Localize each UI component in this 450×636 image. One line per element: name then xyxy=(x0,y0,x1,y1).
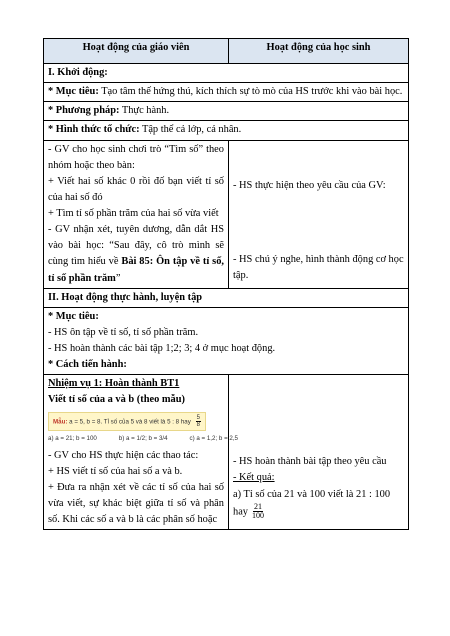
lesson-title: Bài 85: Ôn tập về tỉ số, tỉ số phần trăm xyxy=(48,256,224,284)
sample-text: a = 5, b = 8. Tỉ số của 5 và 8 viết là 5 : 8 hay xyxy=(69,417,191,425)
section2-title: II. Hoạt động thực hành, luyện tập xyxy=(44,288,409,307)
sample-parts xyxy=(48,434,238,444)
method-text: Thực hành. xyxy=(119,105,170,117)
game-line: + Viết hai số khác 0 rồi đố bạn viết tỉ số của hai số đó xyxy=(48,175,224,203)
teacher-column-header: Hoạt động của giáo viên xyxy=(44,39,229,64)
game-student-response: - HS thực hiện theo yêu cầu của GV: xyxy=(233,179,386,191)
result-text: a) Tỉ số của 21 và 100 viết là 21 : 100 hay $\frac{21}{100}$ xyxy=(233,488,391,521)
game-intro-text: - GV nhận xét, tuyên dương, dẫn dắt HS vào bài học: “Sau đây, cô trò mình sẽ cùng tìm hiểu về xyxy=(48,224,224,268)
sample-label: Mẫu: xyxy=(53,417,68,425)
goal-label: * Mục tiêu: xyxy=(48,86,99,98)
sample-box xyxy=(48,412,206,432)
game-student-cell xyxy=(229,140,409,288)
game-line: - GV cho học sinh chơi trò “Tìm số” theo nhóm hoặc theo bàn: xyxy=(48,143,224,171)
form-text: Tập thể cả lớp, cá nhân. xyxy=(139,124,242,136)
student-column-header: Hoạt động của học sinh xyxy=(229,39,409,64)
part-c: c) a = 1,2; b = 2,5 xyxy=(189,435,238,443)
lesson-title-close: ” xyxy=(115,272,121,284)
task1-line: - GV cho HS thực hiện các thao tác: xyxy=(48,449,199,461)
section1-form xyxy=(44,121,409,140)
form-label: * Hình thức tổ chức: xyxy=(48,124,140,136)
game-student-response: - HS chú ý nghe, hình thành động cơ học tập. xyxy=(233,253,404,281)
game-line: + Tìm tỉ số phần trăm của hai số vừa viết xyxy=(48,208,219,219)
game-row xyxy=(44,140,409,288)
section2-goal-label: * Mục tiêu: xyxy=(48,310,99,322)
task1-line: + HS viết tỉ số của hai số a và b. xyxy=(48,465,183,477)
goal-text: Tạo tâm thế hứng thú, kích thích sự tò mò của HS trước khi vào bài học. xyxy=(98,86,403,98)
sample-fraction: $\frac{5}{8}$ xyxy=(196,414,200,428)
section2-howto-label: * Cách tiến hành: xyxy=(48,359,127,371)
task1-line: + Đưa ra nhận xét về các tỉ số của hai số vừa viết, sự khác biệt giữa tỉ số và phân số. Khi các số a và b là các phân số hoặc xyxy=(48,481,224,526)
section1-title-row xyxy=(44,64,409,83)
task1-subtitle: Viết tỉ số của a và b (theo mẫu) xyxy=(48,394,185,406)
part-a: a) a = 21; b = 100 xyxy=(48,435,97,443)
section2-info xyxy=(44,307,409,375)
game-line xyxy=(48,222,224,287)
section2-goal-line: - HS ôn tập về tỉ số, tỉ số phần trăm. xyxy=(48,326,199,338)
header-row xyxy=(44,39,409,64)
part-b: b) a = 1/2; b = 3/4 xyxy=(118,435,168,443)
task1-student-cell xyxy=(229,375,409,530)
lesson-plan-table xyxy=(43,38,409,530)
method-label: * Phương pháp: xyxy=(48,105,120,117)
result-fraction: $\frac{21}{100}$ xyxy=(252,501,265,521)
section1-info xyxy=(44,83,409,102)
section1-method xyxy=(44,102,409,121)
result-label: - Kết quả: xyxy=(233,472,275,484)
section1-info-row xyxy=(44,83,409,102)
section2-title-row xyxy=(44,288,409,307)
section2-goal-line: - HS hoàn thành các bài tập 1;2; 3; 4 ở mục hoạt động. xyxy=(48,343,276,354)
game-teacher-cell xyxy=(44,140,229,288)
task1-teacher-cell xyxy=(44,375,238,530)
section1-goal xyxy=(48,84,404,100)
task1-student-response: - HS hoàn thành bài tập theo yêu cầu xyxy=(233,456,387,468)
section1-title: I. Khởi động: xyxy=(44,64,409,83)
section1-form-row xyxy=(44,121,409,140)
exercise-sample-image xyxy=(48,412,238,444)
section1-method-row xyxy=(44,102,409,121)
section2-info-row xyxy=(44,307,409,375)
task1-row xyxy=(44,375,409,530)
task1-title: Nhiệm vụ 1: Hoàn thành BT1 xyxy=(48,378,180,390)
